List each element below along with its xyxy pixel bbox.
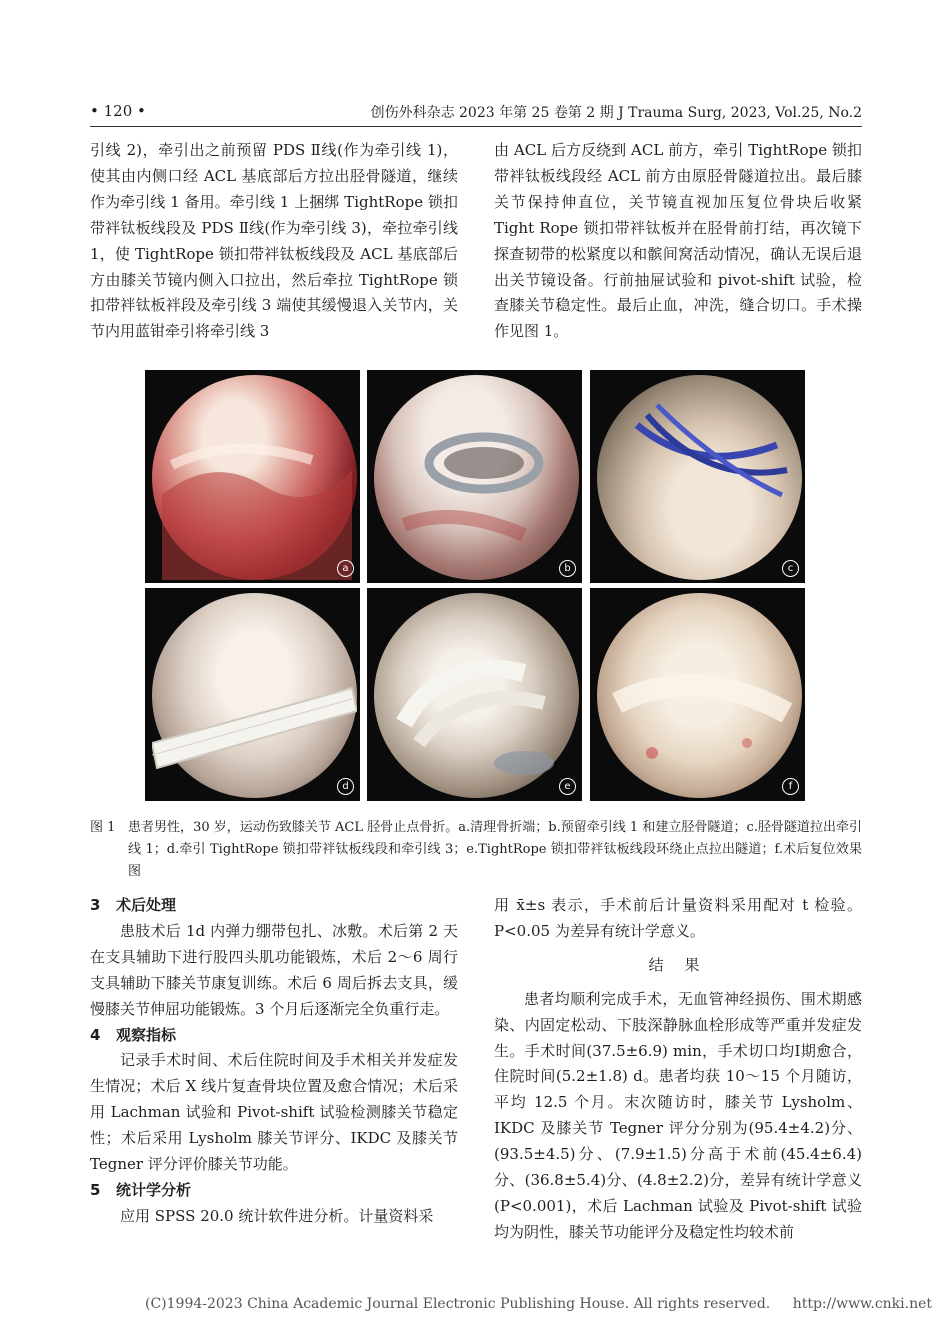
panel-label-b: b <box>559 560 576 577</box>
panel-label-a: a <box>337 560 354 577</box>
copyright-notice: (C)1994-2023 China Academic Journal Electronic Publishing House. All rights reserved. <box>145 1296 771 1312</box>
figure-caption <box>90 817 862 883</box>
figure-panel-a <box>145 370 360 583</box>
figure-panel-e <box>367 588 582 801</box>
results-paragraph: 患者均顺利完成手术，无血管神经损伤、围术期感染、内固定松动、下肢深静脉血栓形成等严重并发症发生。手术时间(37.5±6.9) min，手术切口均Ⅰ期愈合，住院时间(5.2±1.8) d。患者均获 10～15 个月随访，平均 12.5 个月。末次随访时，膝关节 Lysholm、IKDC 及膝关节 Tegner 评分分别为(95.4±4.2)分、(93.5±4.5)分、(7.9±1.5)分高于术前(45.4±6.4)分、(36.8±5.4)分、(4.8±2.2)分，差异有统计学意义(P<0.001)，术后 Lachman 试验及 Pivot-shift 试验均为阴性，膝关节功能评分及稳定性均较术前 <box>494 989 862 1241</box>
surgery-text-part-2: 由 ACL 后方反绕到 ACL 前方，牵引 TightRope 锁扣带袢钛板线段经 ACL 前方由原胫骨隧道拉出。最后膝关节保持伸直位，关节镜直视加压复位骨块后收紧 Tight Rope 锁扣带袢钛板并在胫骨前打结，再次镜下探查韧带的松紧度以和髌间窝活动情况，确认无误后退出关节镜设备。行前抽屉试验和 pivot-shift 试验，检查膝关节稳定性。最后止血，冲洗，缝合切口。手术操作见图 1。 <box>494 141 862 341</box>
section-heading-statistics: 5 统计学分析 <box>90 1180 192 1199</box>
panel-label-c: c <box>782 560 799 577</box>
panel-label-e: e <box>559 778 576 795</box>
post-op-paragraph: 患肢术后 1d 内弹力绷带包扎、冰敷。术后第 2 天在支具辅助下进行股四头肌功能锻炼，术后 2～6 周行支具辅助下膝关节康复训练。术后 6 周后拆去支具，缓慢膝关节伸屈功能锻炼。3 个月后逐渐完全负重行走。 <box>90 921 458 1018</box>
arthroscopic-image-f <box>597 593 802 798</box>
page-number: • 120 • <box>90 102 146 120</box>
statistics-paragraph: 应用 SPSS 20.0 统计软件进分析。计量资料采 <box>120 1206 434 1225</box>
arthroscopic-image-e <box>374 593 579 798</box>
section-heading-post-op: 3 术后处理 <box>90 896 177 914</box>
bottom-right-column <box>494 893 862 1246</box>
panel-label-f: f <box>782 778 799 795</box>
caption-label: 图 1 <box>90 820 116 835</box>
arthroscopic-image-d <box>152 593 357 798</box>
top-left-column <box>90 138 458 345</box>
section-heading-indicators: 4 观察指标 <box>90 1025 177 1044</box>
figure-1 <box>145 370 805 802</box>
figure-panel-d <box>145 588 360 801</box>
header-rule <box>90 126 862 127</box>
bottom-left-column <box>90 893 458 1230</box>
page-header <box>90 100 862 126</box>
journal-citation: 创伤外科杂志 2023 年第 25 卷第 2 期 J Trauma Surg, 2023, Vol.25, No.2 <box>370 105 862 121</box>
top-right-column <box>494 138 862 345</box>
arthroscopic-image-c <box>597 375 802 580</box>
arthroscopic-image-a <box>152 375 357 580</box>
panel-label-d: d <box>337 778 354 795</box>
surgery-text-part-1: 引线 2)，牵引出之前预留 PDS Ⅱ线(作为牵引线 1)，使其由内侧口经 ACL 基底部后方拉出胫骨隧道，继续作为牵引线 1 备用。牵引线 1 上捆绑 TightRope 锁扣带袢钛板线段及 PDS Ⅱ线(作为牵引线 3)，牵拉牵引线 1，使 TightRope 锁扣带袢钛板线段及 ACL 基底部后方由膝关节镜内侧入口拉出，然后牵拉 TightRope 锁扣带袢钛板袢段及牵引线 3 端使其缓慢退入关节内，关节内用蓝钳牵引将牵引线 3 <box>90 141 458 341</box>
indicators-paragraph: 记录手术时间、术后住院时间及手术相关并发症发生情况；术后 X 线片复查骨块位置及愈合情况；术后采用 Lachman 试验和 Pivot-shift 试验检测膝关节稳定性；术后采用 Lysholm 膝关节评分、IKDC 及膝关节 Tegner 评分评价膝关节功能。 <box>90 1051 458 1174</box>
page-footer <box>145 1296 933 1312</box>
section-heading-results: 结 果 <box>648 955 708 974</box>
caption-text: 患者男性，30 岁，运动伤致膝关节 ACL 胫骨止点骨折。a.清理骨折端；b.预留牵引线 1 和建立胫骨隧道；c.胫骨隧道拉出牵引线 1；d.牵引 TightRope 锁扣带袢钛板线段和牵引线 3；e.TightRope 锁扣带袢钛板线段环绕止点拉出隧道；f.术后复位效果图 <box>128 820 862 879</box>
figure-panel-f <box>590 588 805 801</box>
figure-panel-b <box>367 370 582 583</box>
figure-panel-c <box>590 370 805 583</box>
statistics-paragraph-continued: 用 x̄±s 表示，手术前后计量资料采用配对 t 检验。P<0.05 为差异有统计学意义。 <box>494 896 862 940</box>
arthroscopic-image-b <box>374 375 579 580</box>
cnki-url: http://www.cnki.net <box>792 1296 933 1312</box>
